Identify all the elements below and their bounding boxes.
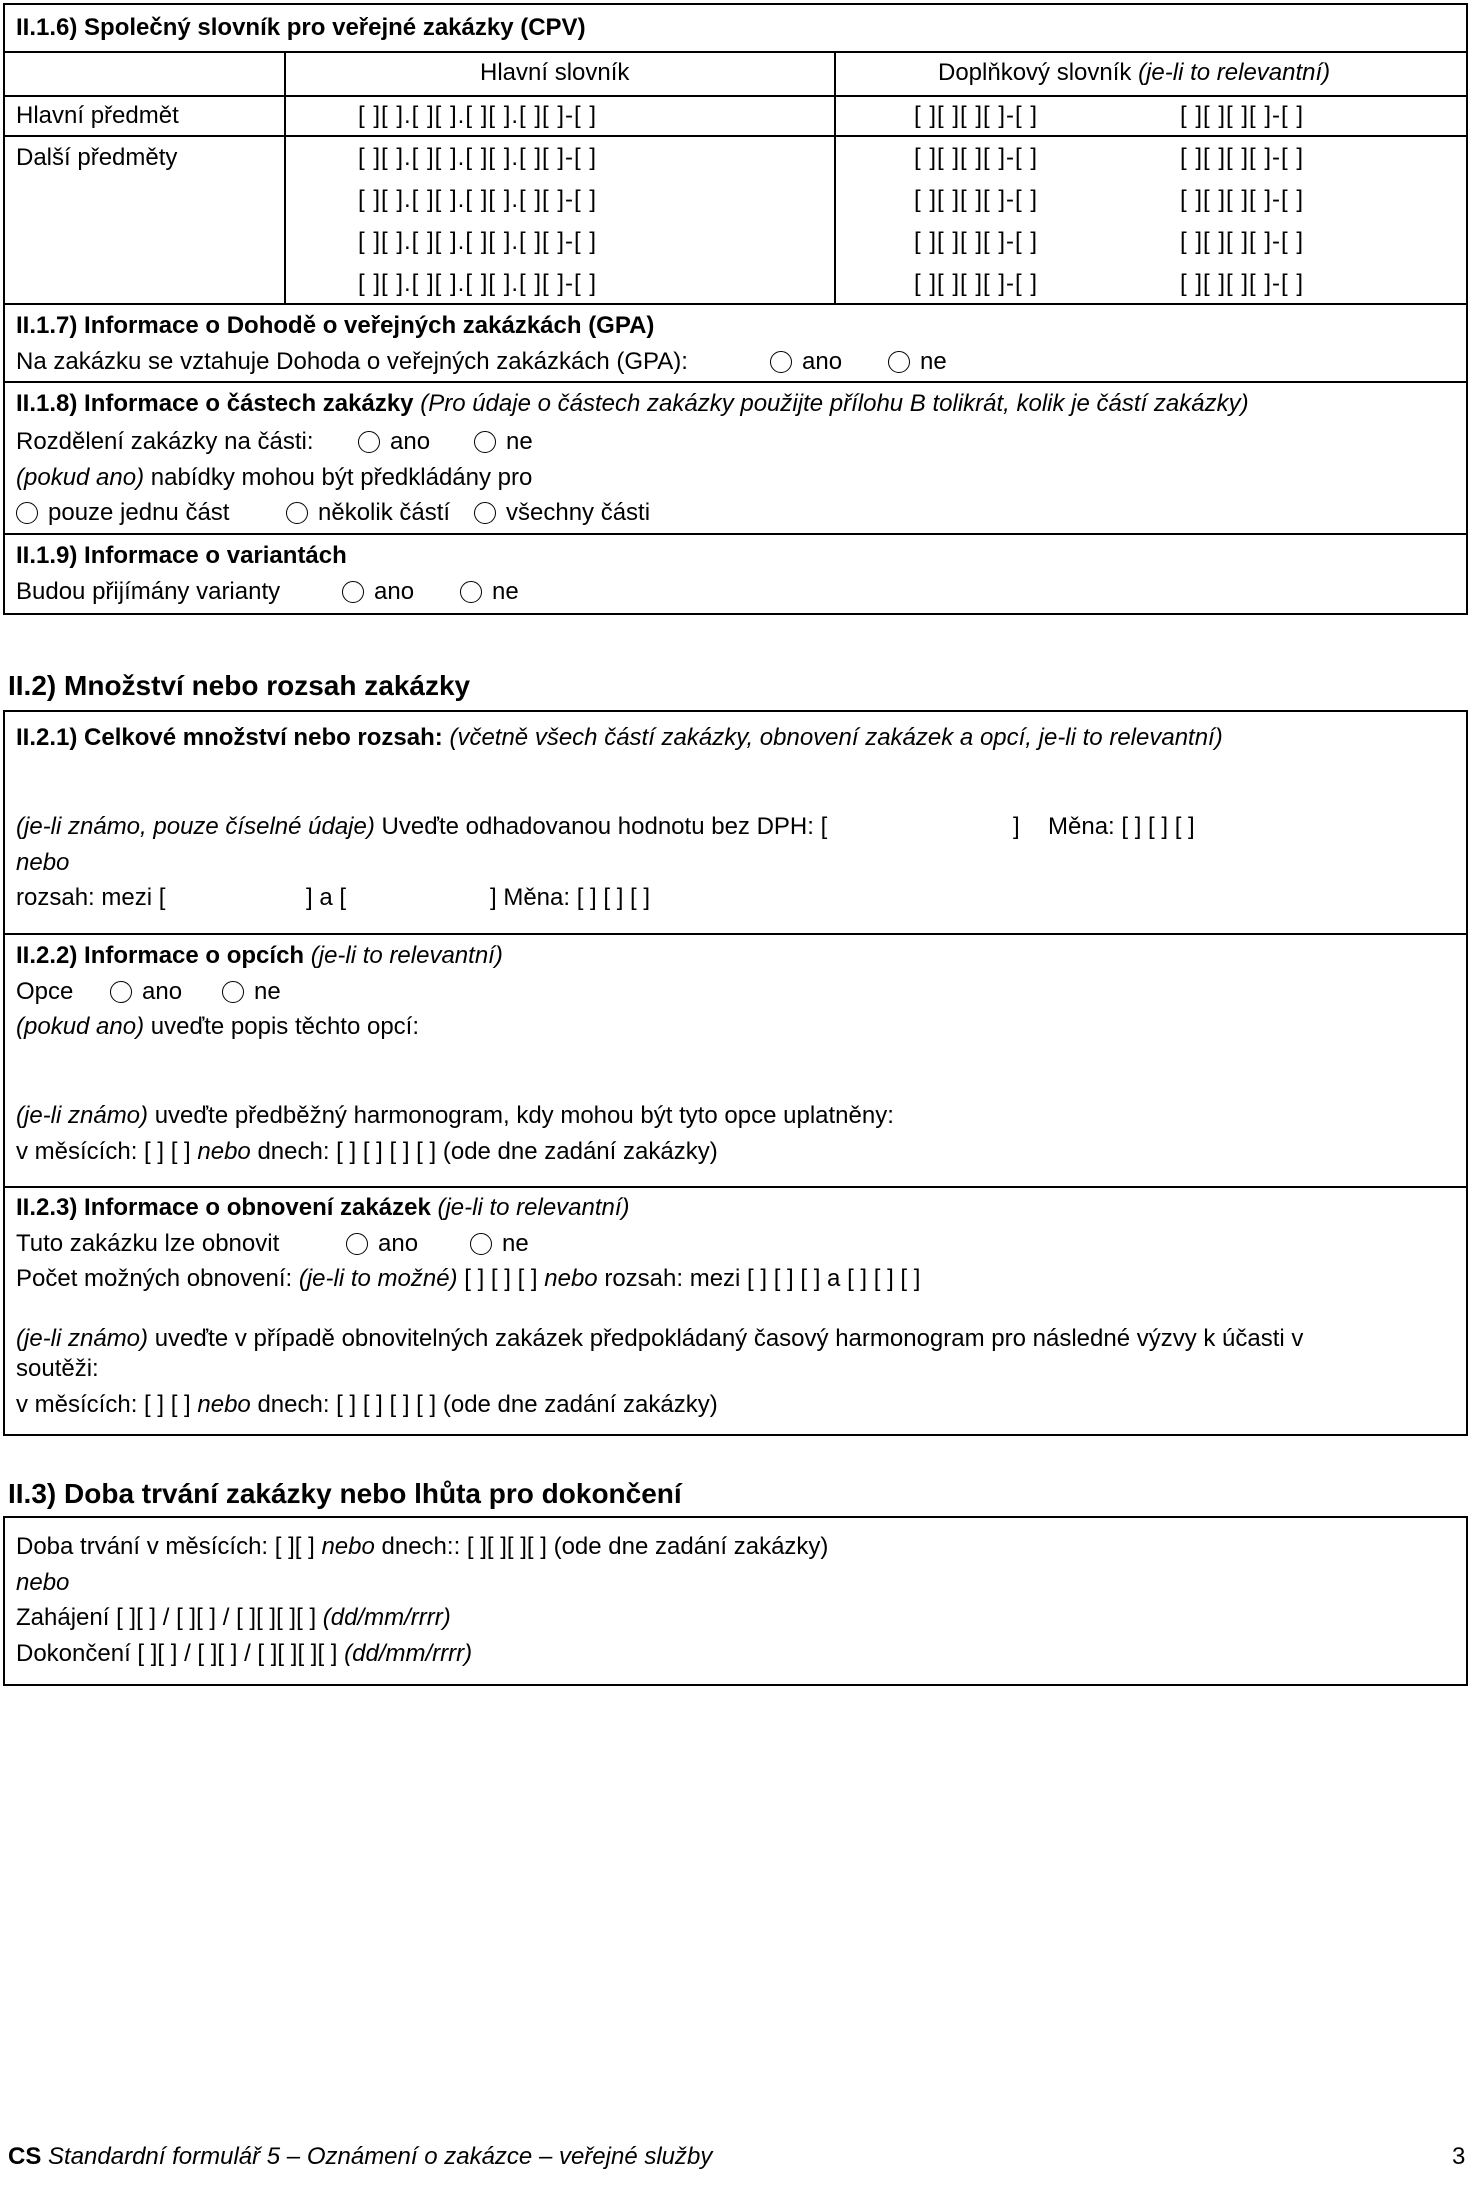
footer-form: Standardní formulář 5 – Oznámení o zakázce – veřejné služby	[48, 2143, 713, 2170]
renewal-count-italic: (je-li to možné)	[298, 1265, 458, 1292]
cpv-supp-code-field[interactable]: [ ][ ][ ][ ]-[ ]	[914, 228, 1039, 255]
radio-icon[interactable]	[222, 981, 244, 1003]
divider	[3, 533, 1468, 535]
renewal-sched-italic: (je-li známo)	[16, 1325, 149, 1352]
cpv-other-code-field[interactable]: [ ][ ].[ ][ ].[ ][ ].[ ][ ]-[ ]	[358, 228, 598, 255]
cpv-supp-code-field[interactable]: [ ][ ][ ][ ]-[ ]	[914, 102, 1039, 129]
renewal-count-c[interactable]: rozsah: mezi [ ] [ ] [ ] a [ ] [ ] [ ]	[604, 1265, 921, 1292]
divider	[3, 135, 1468, 137]
radio-icon[interactable]	[770, 351, 792, 373]
lots-no-label: ne	[506, 428, 533, 455]
options-schedule	[16, 1104, 894, 1128]
lots-cond-text: nabídky mohou být předkládány pro	[150, 464, 533, 491]
gpa-no-option[interactable]	[888, 350, 947, 374]
gpa-yes-option[interactable]	[770, 350, 842, 374]
renewal-title-bold: II.2.3) Informace o obnovení zakázek	[16, 1194, 431, 1221]
variants-yes-label: ano	[374, 578, 415, 605]
cpv-col-main: Hlavní slovník	[480, 59, 630, 86]
options-yes-option[interactable]	[110, 980, 182, 1004]
quantity-range-mid[interactable]: ] a [	[306, 884, 347, 911]
divider	[284, 51, 286, 305]
renewal-sched-text1: uveďte v případě obnovitelných zakázek předpokládaný časový harmonogram pro následné výzvy k účasti v	[154, 1325, 1304, 1352]
cpv-supp-code-field[interactable]: [ ][ ][ ][ ]-[ ]	[1180, 228, 1305, 255]
options-sched-italic: (je-li známo)	[16, 1102, 149, 1129]
footer-page-number: 3	[1452, 2143, 1466, 2170]
renewal-days[interactable]: dnech: [ ] [ ] [ ] [ ] (ode dne zadání zakázky)	[257, 1391, 718, 1418]
duration-end[interactable]	[16, 1642, 472, 1666]
quantity-section-title: II.2) Množství nebo rozsah zakázky	[8, 670, 471, 701]
cpv-other-code-field[interactable]: [ ][ ].[ ][ ].[ ][ ].[ ][ ]-[ ]	[358, 144, 598, 171]
radio-icon[interactable]	[474, 431, 496, 453]
renewal-or: nebo	[544, 1265, 598, 1292]
renewal-count-a: Počet možných obnovení:	[16, 1265, 293, 1292]
duration-start-field[interactable]: Zahájení [ ][ ] / [ ][ ] / [ ][ ][ ][ ]	[16, 1604, 317, 1631]
lots-opt3[interactable]	[474, 501, 650, 525]
renewal-count[interactable]	[16, 1267, 920, 1291]
cpv-row-main: Hlavní předmět	[16, 102, 179, 129]
renewal-count-b[interactable]: [ ] [ ] [ ]	[464, 1265, 538, 1292]
divider	[834, 51, 836, 305]
cpv-supp-code-field[interactable]: [ ][ ][ ][ ]-[ ]	[1180, 186, 1305, 213]
lots-yes-option[interactable]	[358, 430, 430, 454]
duration-months-field[interactable]: Doba trvání v měsících: [ ][ ]	[16, 1533, 315, 1560]
renewal-no-label: ne	[502, 1230, 529, 1257]
radio-icon[interactable]	[358, 431, 380, 453]
options-sched-text: uveďte předběžný harmonogram, kdy mohou být tyto opce uplatněny:	[154, 1102, 894, 1129]
lots-yes-label: ano	[390, 428, 431, 455]
options-days[interactable]: dnech: [ ] [ ] [ ] [ ] (ode dne zadání zakázky)	[257, 1138, 718, 1165]
options-desc-italic: (pokud ano)	[16, 1013, 145, 1040]
radio-icon[interactable]	[888, 351, 910, 373]
options-desc	[16, 1015, 419, 1039]
quantity-estimate-close[interactable]: ]	[1013, 813, 1020, 840]
quantity-currency[interactable]: Měna: [ ] [ ] [ ]	[1048, 813, 1195, 840]
options-title	[16, 944, 503, 968]
lots-title	[16, 392, 1249, 416]
cpv-col-supp-note: (je-li to relevantní)	[1138, 59, 1331, 86]
radio-icon[interactable]	[342, 581, 364, 603]
options-label: Opce	[16, 978, 74, 1005]
cpv-main-code-field[interactable]: [ ][ ].[ ][ ].[ ][ ].[ ][ ]-[ ]	[358, 102, 598, 129]
renewal-label: Tuto zakázku lze obnovit	[16, 1230, 280, 1257]
quantity-total-bold: II.2.1) Celkové množství nebo rozsah:	[16, 724, 443, 751]
options-title-note: (je-li to relevantní)	[310, 942, 503, 969]
quantity-estimate	[16, 815, 827, 839]
cpv-row-other: Další předměty	[16, 144, 178, 171]
options-yes-label: ano	[142, 978, 183, 1005]
divider	[3, 51, 1468, 53]
quantity-range-start[interactable]: rozsah: mezi [	[16, 884, 166, 911]
cpv-title: II.1.6) Společný slovník pro veřejné zakázky (CPV)	[16, 14, 586, 41]
renewal-title-note: (je-li to relevantní)	[437, 1194, 630, 1221]
renewal-months[interactable]: v měsících: [ ] [ ]	[16, 1391, 191, 1418]
duration-or-inline: nebo	[321, 1533, 375, 1560]
divider	[3, 1186, 1468, 1188]
duration-or: nebo	[16, 1569, 70, 1596]
variants-question: Budou přijímány varianty	[16, 578, 281, 605]
lots-opt1-label: pouze jednu část	[48, 499, 230, 526]
gpa-question-text: Na zakázku se vztahuje Dohoda o veřejných zakázkách (GPA):	[16, 348, 688, 375]
cpv-supp-code-field[interactable]: [ ][ ][ ][ ]-[ ]	[914, 186, 1039, 213]
cpv-other-code-field[interactable]: [ ][ ].[ ][ ].[ ][ ].[ ][ ]-[ ]	[358, 186, 598, 213]
duration-section-title: II.3) Doba trvání zakázky nebo lhůta pro dokončení	[8, 1478, 682, 1509]
cpv-col-supp-label: Doplňkový slovník	[938, 59, 1132, 86]
lots-cond-italic: (pokud ano)	[16, 464, 145, 491]
lots-opt2-label: několik částí	[318, 499, 451, 526]
quantity-total-title	[16, 726, 1223, 750]
quantity-est-italic: (je-li známo, pouze číselné údaje)	[16, 813, 375, 840]
quantity-or: nebo	[16, 849, 70, 876]
gpa-yes-label: ano	[802, 348, 843, 375]
renewal-yes-option[interactable]	[346, 1232, 418, 1256]
variants-yes-option[interactable]	[342, 580, 414, 604]
options-desc-text: uveďte popis těchto opcí:	[150, 1013, 420, 1040]
lots-no-option[interactable]	[474, 430, 533, 454]
gpa-question	[16, 350, 688, 374]
cpv-supp-code-field[interactable]: [ ][ ][ ][ ]-[ ]	[1180, 144, 1305, 171]
divider	[3, 95, 1468, 97]
radio-icon[interactable]	[286, 502, 308, 524]
lots-opt3-label: všechny části	[506, 499, 651, 526]
lots-opt1[interactable]	[16, 501, 229, 525]
renewal-no-option[interactable]	[470, 1232, 529, 1256]
radio-icon[interactable]	[346, 1233, 368, 1255]
gpa-title: II.1.7) Informace o Dohodě o veřejných zakázkách (GPA)	[16, 312, 655, 339]
footer	[8, 2145, 712, 2169]
variants-no-label: ne	[492, 578, 519, 605]
lots-question: Rozdělení zakázky na části:	[16, 428, 314, 455]
radio-icon[interactable]	[470, 1233, 492, 1255]
lots-title-bold: II.1.8) Informace o částech zakázky	[16, 390, 414, 417]
options-or: nebo	[197, 1138, 251, 1165]
radio-icon[interactable]	[110, 981, 132, 1003]
radio-icon[interactable]	[16, 502, 38, 524]
duration-end-format: (dd/mm/rrrr)	[344, 1640, 473, 1667]
cpv-other-code-field[interactable]: [ ][ ].[ ][ ].[ ][ ].[ ][ ]-[ ]	[358, 270, 598, 297]
lots-condition	[16, 466, 532, 490]
quantity-total-note: (včetně všech částí zakázky, obnovení zakázek a opcí, je-li to relevantní)	[449, 724, 1223, 751]
radio-icon[interactable]	[460, 581, 482, 603]
lots-title-note: (Pro údaje o částech zakázky použijte přílohu B tolikrát, kolik je částí zakázky)	[420, 390, 1249, 417]
cpv-supp-code-field[interactable]: [ ][ ][ ][ ]-[ ]	[914, 144, 1039, 171]
variants-no-option[interactable]	[460, 580, 519, 604]
footer-lang: CS	[8, 2143, 42, 2170]
cpv-supp-code-field[interactable]: [ ][ ][ ][ ]-[ ]	[1180, 102, 1305, 129]
options-title-bold: II.2.2) Informace o opcích	[16, 942, 305, 969]
renewal-title	[16, 1196, 630, 1220]
gpa-no-label: ne	[920, 348, 947, 375]
duration-start[interactable]	[16, 1606, 451, 1630]
cpv-supp-code-field[interactable]: [ ][ ][ ][ ]-[ ]	[914, 270, 1039, 297]
quantity-est-text: Uveďte odhadovanou hodnotu bez DPH: [	[381, 813, 828, 840]
cpv-supp-code-field[interactable]: [ ][ ][ ][ ]-[ ]	[1180, 270, 1305, 297]
divider	[3, 381, 1468, 383]
quantity-range-end[interactable]: ] Měna: [ ] [ ] [ ]	[490, 884, 651, 911]
lots-opt2[interactable]	[286, 501, 450, 525]
duration-end-field[interactable]: Dokončení [ ][ ] / [ ][ ] / [ ][ ][ ][ ]	[16, 1640, 338, 1667]
cpv-col-supp	[938, 61, 1330, 85]
options-no-label: ne	[254, 978, 281, 1005]
renewal-period-or: nebo	[197, 1391, 251, 1418]
renewal-schedule	[16, 1327, 1303, 1351]
options-period[interactable]	[16, 1140, 718, 1164]
renewal-yes-label: ano	[378, 1230, 419, 1257]
options-no-option[interactable]	[222, 980, 281, 1004]
options-months[interactable]: v měsících: [ ] [ ]	[16, 1138, 191, 1165]
radio-icon[interactable]	[474, 502, 496, 524]
variants-title: II.1.9) Informace o variantách	[16, 542, 347, 569]
duration-days-field[interactable]: dnech:: [ ][ ][ ][ ] (ode dne zadání zakázky)	[381, 1533, 829, 1560]
renewal-period[interactable]	[16, 1393, 718, 1417]
duration-months[interactable]	[16, 1535, 828, 1559]
duration-start-format: (dd/mm/rrrr)	[322, 1604, 451, 1631]
divider	[3, 933, 1468, 935]
renewal-schedule-cont: soutěži:	[16, 1355, 99, 1382]
